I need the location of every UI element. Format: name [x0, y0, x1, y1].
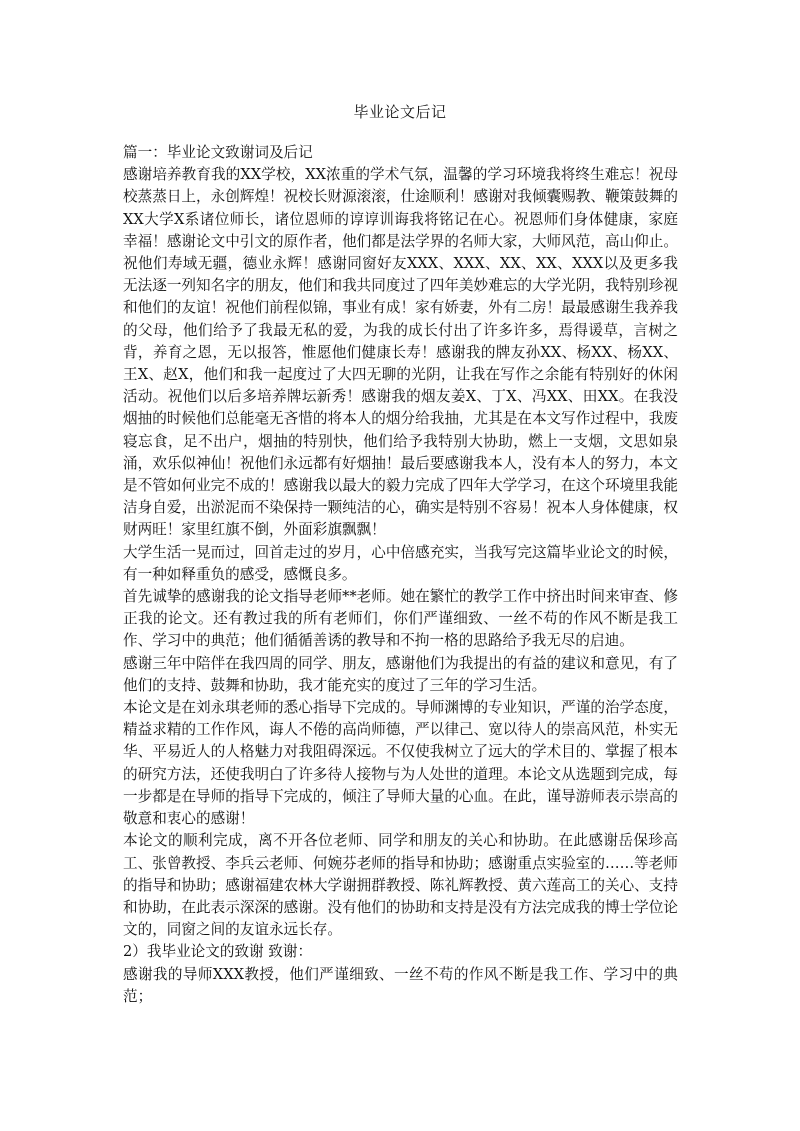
- paragraph: 大学生活一晃而过，回首走过的岁月，心中倍感充实，当我写完这篇毕业论文的时候，有一种如释重负的感受，感慨良多。: [123, 543, 678, 583]
- paragraph: 本论文是在刘永琪老师的悉心指导下完成的。导师渊博的专业知识，严谨的治学态度，精益求精的工作作风，诲人不倦的高尚师德，严以律己、宽以待人的崇高风范，朴实无华、平易近人的人格魅力对我阻碍深远。不仅使我树立了远大的学术目的、掌握了根本的研究方法，还使我明白了许多待人接物与为人处世的道理。本论文从选题到完成，每一步都是在导师的指导下完成的，倾注了导师大量的心血。在此，谨导游师表示崇高的敬意和衷心的感谢！: [123, 699, 678, 828]
- paragraph: 感谢我的导师XXX教授，他们严谨细致、一丝不苟的作风不断是我工作、学习中的典范；: [123, 965, 678, 1005]
- document-body: [123, 142, 678, 1008]
- paragraph: 感谢三年中陪伴在我四周的同学、朋友，感谢他们为我提出的有益的建议和意见，有了他们的支持、鼓舞和协助，我才能充实的度过了三年的学习生活。: [123, 654, 678, 694]
- section-heading: 2）我毕业论文的致谢 致谢：: [123, 943, 313, 961]
- section-heading: 篇一：毕业论文致谢词及后记: [123, 144, 313, 161]
- paragraph: 首先诚挚的感谢我的论文指导老师**老师。她在繁忙的教学工作中挤出时间来审查、修正我的论文。还有教过我的所有老师们，你们严谨细致、一丝不苟的作风不断是我工作、学习中的典范；他们循循善诱的教导和不拘一格的思路给予我无尽的启迪。: [123, 588, 678, 650]
- paragraph: 感谢培养教育我的XX学校，XX浓重的学术气氛，温馨的学习环境我将终生难忘！祝母校蒸蒸日上，永创辉煌！祝校长财源滚滚，仕途顺利！感谢对我倾囊赐教、鞭策鼓舞的XX大学X系诸位师长，诸位恩师的谆谆训诲我将铭记在心。祝恩师们身体健康，家庭幸福！感谢论文中引文的原作者，他们都是法学界的名师大家，大师风范，高山仰止。祝他们寿域无疆，德业永辉！感谢同窗好友XXX、XXX、XX、XX、XXX以及更多我无法逐一列知名字的朋友，他们和我共同度过了四年美妙难忘的大学光阴，我特别珍视和他们的友谊！祝他们前程似锦，事业有成！家有娇妻，外有二房！最最感谢生我养我的父母，他们给予了我最无私的爱，为我的成长付出了许多许多，焉得谖草，言树之背，养育之恩，无以报答，惟愿他们健康长寿！感谢我的牌友孙XX、杨XX、杨XX、王X、赵X，他们和我一起度过了大四无聊的光阴，让我在写作之余能有特别好的休闲活动。祝他们以后多培养牌坛新秀！感谢我的烟友姜X、丁X、冯XX、田XX。在我没烟抽的时候他们总能毫无吝惜的将本人的烟分给我抽，尤其是在本文写作过程中，我废寝忘食，足不出户，烟抽的特别快，他们给予我特别大协助，燃上一支烟，文思如泉涌，欢乐似神仙！祝他们永远都有好烟抽！最后要感谢我本人，没有本人的努力，本文是不管如何业完不成的！感谢我以最大的毅力完成了四年大学学习，在这个环境里我能洁身自爱，出淤泥而不染保持一颗纯洁的心，确实是特别不容易！祝本人身体健康，权财两旺！家里红旗不倒，外面彩旗飘飘！: [123, 166, 678, 539]
- paragraph: 本论文的顺利完成，离不开各位老师、同学和朋友的关心和协助。在此感谢岳保珍高工、张曾教授、李兵云老师、何婉芬老师的指导和协助；感谢重点实验室的……等老师的指导和协助；感谢福建农林大学谢拥群教授、陈礼辉教授、黄六莲高工的关心、支持和协助，在此表示深深的感谢。没有他们的协助和支持是没有方法完成我的博士学位论文的，同窗之间的友谊永远长存。: [123, 832, 678, 939]
- document-title: 毕业论文后记: [353, 103, 447, 121]
